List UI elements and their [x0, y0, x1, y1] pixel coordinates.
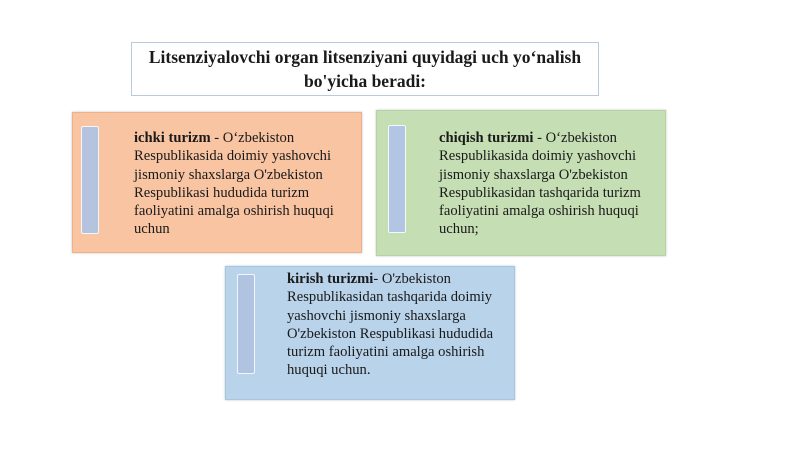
card-outbound-tourism — [376, 110, 666, 256]
card-description: - O‘zbekiston Respublikasida doimiy yashovchi jismoniy shaxslarga O'zbekiston Respublikasidan tashqarida turizm faoliyatini amalga oshirish huquqi uchun; — [439, 130, 641, 238]
card-accent-bar — [388, 125, 406, 233]
card-text — [287, 270, 509, 380]
card-term: kirish turizmi — [287, 271, 374, 287]
card-text — [134, 129, 356, 239]
card-accent-bar — [81, 126, 99, 234]
card-inbound-tourism — [72, 112, 362, 253]
card-entry-tourism — [225, 266, 515, 400]
diagram-title-text: Litsenziyalovchi organ litsenziyani quyidagi uch yo‘nalish bo'yicha beradi: — [148, 47, 582, 91]
card-accent-bar — [237, 274, 255, 374]
diagram-title — [131, 42, 599, 96]
card-term: chiqish turizmi — [439, 130, 534, 146]
card-description: - O‘zbekiston Respublikasida doimiy yashovchi jismoniy shaxslarga O'zbekiston Respublikasi hududida turizm faoliyatini amalga oshirish huquqi uchun — [134, 130, 334, 238]
card-term: ichki turizm — [134, 130, 211, 146]
card-text — [439, 129, 661, 239]
card-description: - O'zbekiston Respublikasidan tashqarida doimiy yashovchi jismoniy shaxslarga O'zbekiston Respublikasi hududida turizm faoliyatini amalga oshirish huquqi uchun. — [287, 271, 494, 379]
